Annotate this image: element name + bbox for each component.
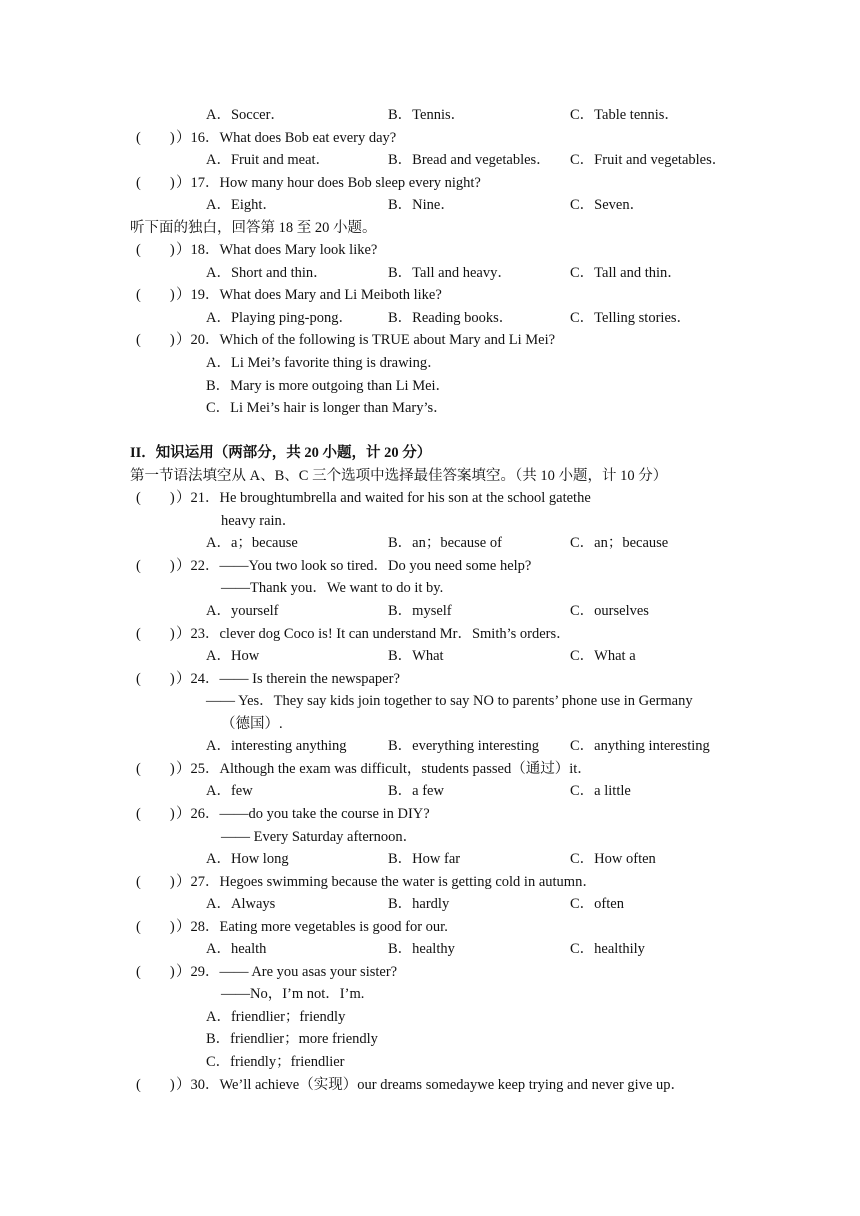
option-b: B．Reading books．: [388, 309, 514, 326]
continuation-line: [0, 983, 860, 1006]
option-text: B．Mary is more outgoing than Li Mei．: [206, 377, 451, 394]
option-a: A．Fruit and meat．: [206, 152, 331, 169]
continuation-text: ——Thank you．We want to do it by.: [221, 580, 444, 597]
instruction-line: [0, 217, 860, 240]
question-line: [0, 1074, 860, 1097]
continuation-line: [0, 510, 860, 533]
option-a: A．Eight．: [206, 197, 277, 214]
answer-blank[interactable]: ( ): [136, 174, 175, 191]
options-line: [0, 194, 860, 217]
option-c: C．a little: [570, 783, 631, 800]
exam-page: [0, 104, 860, 1096]
option-b: B．everything interesting: [388, 738, 540, 755]
option-text: B．friendlier；more friendly: [206, 1031, 378, 1048]
answer-blank[interactable]: ( ): [136, 287, 175, 304]
options-line: [0, 149, 860, 172]
question-line: [0, 623, 860, 646]
option-a: A．Always: [206, 896, 276, 913]
options-line: [0, 532, 860, 555]
option-b: B．Nine．: [388, 197, 455, 214]
option-a: A．yourself: [206, 603, 279, 620]
options-line: [0, 893, 860, 916]
option-b: B．an；because of: [388, 535, 502, 552]
question-stem: ）17．How many hour does Bob sleep every night?: [176, 174, 481, 191]
answer-blank[interactable]: ( ): [136, 332, 175, 349]
option-text: A．Li Mei’s favorite thing is drawing．: [206, 355, 442, 372]
option-line: [0, 352, 860, 375]
options-line: [0, 600, 860, 623]
answer-blank[interactable]: ( ): [136, 760, 175, 777]
option-a: A．How: [206, 648, 260, 665]
question-stem: ）22．——You two look so tired．Do you need some help?: [176, 557, 532, 574]
question-line: [0, 803, 860, 826]
instruction-text: 第一节语法填空从 A、B、C 三个选项中选择最佳答案填空。（共 10 小题，计 10 分）: [130, 467, 668, 484]
instruction-text: 听下面的独白，回答第 18 至 20 小题。: [130, 219, 377, 236]
option-a: A．Playing ping-pong．: [206, 309, 354, 326]
options-line: [0, 307, 860, 330]
option-text: —— Yes．They say kids join together to say NO to parents’ phone use in Germany: [206, 693, 693, 710]
options-line: [0, 645, 860, 668]
options-line: [0, 848, 860, 871]
question-line: [0, 127, 860, 150]
question-line: [0, 961, 860, 984]
option-text: A．friendlier；friendly: [206, 1008, 346, 1025]
question-stem: ）23．clever dog Coco is! It can understand Mr．Smith’s orders．: [176, 625, 571, 642]
option-c: C．Tall and thin．: [570, 264, 682, 281]
continuation-text: （德国）.: [221, 715, 283, 732]
question-line: [0, 487, 860, 510]
question-stem: ）19．What does Mary and Li Meiboth like?: [176, 287, 442, 304]
option-b: B．What: [388, 648, 444, 665]
question-line: [0, 916, 860, 939]
option-line: [0, 375, 860, 398]
section-heading: [0, 442, 860, 465]
option-b: B．How far: [388, 851, 461, 868]
answer-blank[interactable]: ( ): [136, 873, 175, 890]
option-c: C．healthily: [570, 941, 645, 958]
answer-blank[interactable]: ( ): [136, 918, 175, 935]
question-stem: ）21．He broughtumbrella and waited for his son at the school gatethe: [176, 490, 591, 507]
option-text: C．Li Mei’s hair is longer than Mary’s．: [206, 400, 448, 417]
option-line: [0, 1051, 860, 1074]
option-line: [0, 397, 860, 420]
options-line: [0, 735, 860, 758]
options-line: [0, 938, 860, 961]
answer-blank[interactable]: ( ): [136, 805, 175, 822]
option-b: B．hardly: [388, 896, 450, 913]
continuation-text: ——No，I’m not．I’m.: [221, 986, 365, 1003]
option-a: A．a；because: [206, 535, 298, 552]
continuation-text: heavy rain．: [221, 512, 297, 529]
answer-blank[interactable]: ( ): [136, 670, 175, 687]
question-line: [0, 871, 860, 894]
instruction-line: [0, 465, 860, 488]
option-c: C．an；because: [570, 535, 669, 552]
question-stem: ）25．Although the exam was difficult，students passed（通过）it．: [176, 760, 592, 777]
question-line: [0, 668, 860, 691]
continuation-line: [0, 577, 860, 600]
options-line: [0, 780, 860, 803]
option-a: A．interesting anything: [206, 738, 347, 755]
blank-spacer: [0, 420, 860, 443]
continuation-line: [0, 826, 860, 849]
answer-blank[interactable]: ( ): [136, 242, 175, 259]
question-stem: ）18．What does Mary look like?: [176, 242, 378, 259]
option-c: C．often: [570, 896, 624, 913]
question-stem: ）26．——do you take the course in DIY?: [176, 805, 430, 822]
question-stem: ）30．We’ll achieve（实现）our dreams somedaywe keep trying and never give up．: [176, 1076, 686, 1093]
question-line: [0, 555, 860, 578]
option-b: B．Tall and heavy．: [388, 264, 512, 281]
option-a: A．How long: [206, 851, 289, 868]
option-c: C．ourselves: [570, 603, 649, 620]
option-a: A．health: [206, 941, 267, 958]
section-heading-text: II．知识运用（两部分，共 20 小题，计 20 分）: [130, 445, 432, 462]
question-stem: ）27．Hegoes swimming because the water is getting cold in autumn．: [176, 873, 597, 890]
option-line: [0, 1028, 860, 1051]
option-c: C．Fruit and vegetables．: [570, 152, 727, 169]
options-line: [0, 262, 860, 285]
option-b: B．myself: [388, 603, 452, 620]
answer-blank[interactable]: ( ): [136, 557, 175, 574]
answer-blank[interactable]: ( ): [136, 129, 175, 146]
question-stem: ）20．Which of the following is TRUE about Mary and Li Mei?: [176, 332, 556, 349]
question-line: [0, 758, 860, 781]
option-c: C．Seven．: [570, 197, 645, 214]
option-b: B．healthy: [388, 941, 455, 958]
option-line: [0, 1006, 860, 1029]
question-line: [0, 329, 860, 352]
option-b: B．a few: [388, 783, 444, 800]
question-stem: ）16．What does Bob eat every day?: [176, 129, 397, 146]
answer-blank[interactable]: ( ): [136, 490, 175, 507]
answer-blank[interactable]: ( ): [136, 963, 175, 980]
option-a: A．Short and thin．: [206, 264, 328, 281]
question-line: [0, 239, 860, 262]
option-c: C．Telling stories．: [570, 309, 692, 326]
options-line: [0, 104, 860, 127]
continuation-line: [0, 713, 860, 736]
question-stem: ）24．—— Is therein the newspaper?: [176, 670, 400, 687]
question-line: [0, 172, 860, 195]
question-stem: ）29．—— Are you asas your sister?: [176, 963, 398, 980]
option-b: B．Bread and vegetables．: [388, 152, 551, 169]
option-c: C．Table tennis．: [570, 107, 679, 123]
option-line: [0, 690, 860, 713]
option-b: B．Tennis．: [388, 107, 466, 123]
option-c: C．How often: [570, 851, 656, 868]
option-a: A．Soccer．: [206, 107, 285, 123]
question-stem: ）28．Eating more vegetables is good for our.: [176, 918, 448, 935]
option-c: C．What a: [570, 648, 636, 665]
answer-blank[interactable]: ( ): [136, 1076, 175, 1093]
continuation-text: —— Every Saturday afternoon．: [221, 828, 418, 845]
option-c: C．anything interesting: [570, 738, 710, 755]
option-a: A．few: [206, 783, 253, 800]
option-text: C．friendly；friendlier: [206, 1053, 345, 1070]
answer-blank[interactable]: ( ): [136, 625, 175, 642]
question-line: [0, 284, 860, 307]
